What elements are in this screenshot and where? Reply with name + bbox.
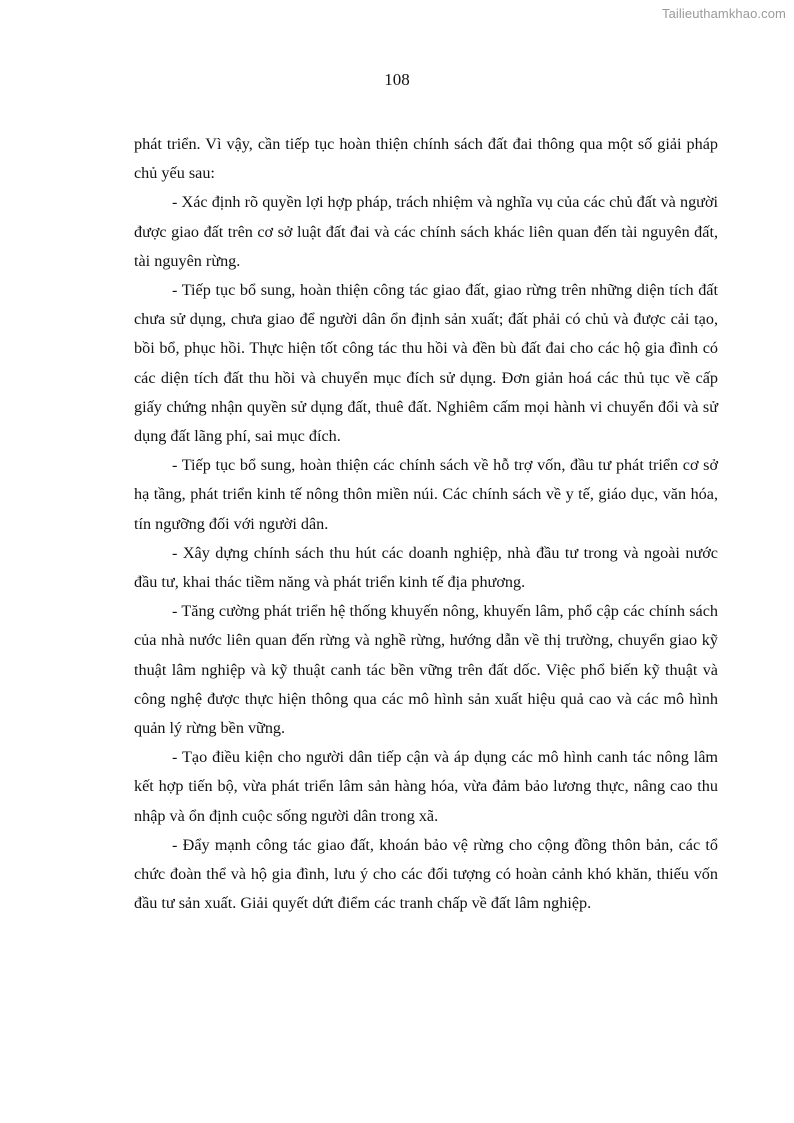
paragraph-land-allocation: - Tiếp tục bổ sung, hoàn thiện công tác giao đất, giao rừng trên những diện tích đất chưa sử dụng, chưa giao để người dân ổn định sản xuất; đất phải có chủ và được cải tạo, bồi bổ, phục hồi. Thực hiện tốt công tác thu hồi và đền bù đất đai cho các hộ gia đình có các diện tích đất thu hồi và chuyển mục đích sử dụng. Đơn giản hoá các thủ tục về cấp giấy chứng nhận quyền sử dụng đất, thuê đất. Nghiêm cấm mọi hành vi chuyển đổi và sử dụng đất lãng phí, sai mục đích. [134,281,718,446]
paragraph-forest-protection: - Đẩy mạnh công tác giao đất, khoán bảo vệ rừng cho cộng đồng thôn bản, các tổ chức đoàn thể và hộ gia đình, lưu ý cho các đối tượng có hoàn cảnh khó khăn, thiếu vốn đầu tư sản xuất. Giải quyết dứt điểm các tranh chấp về đất lâm nghiệp. [134,835,718,913]
paragraph-land-rights: - Xác định rõ quyền lợi hợp pháp, trách nhiệm và nghĩa vụ của các chủ đất và người được giao đất trên cơ sở luật đất đai và các chính sách khác liên quan đến tài nguyên đất, tài nguyên rừng. [134,193,718,270]
paragraph-investment-attraction: - Xây dựng chính sách thu hút các doanh nghiệp, nhà đầu tư trong và ngoài nước đầu tư, khai thác tiềm năng và phát triển kinh tế địa phương. [134,543,718,592]
paragraph-intro-continuation: phát triển. Vì vậy, cần tiếp tục hoàn thiện chính sách đất đai thông qua một số giải pháp chủ yếu sau: [134,135,718,183]
document-body [134,130,718,918]
page-number: 108 [384,70,410,89]
watermark: Tailieuthamkhao.com [661,6,786,21]
paragraph-extension-services: - Tăng cường phát triển hệ thống khuyến nông, khuyến lâm, phổ cập các chính sách của nhà nước liên quan đến rừng và nghề rừng, hướng dẫn về thị trường, chuyển giao kỹ thuật lâm nghiệp và kỹ thuật canh tác bền vững trên đất dốc. Việc phổ biến kỹ thuật và công nghệ được thực hiện thông qua các mô hình sản xuất hiệu quả cao và các mô hình quản lý rừng bền vững. [134,602,718,738]
paragraph-agroforestry: - Tạo điều kiện cho người dân tiếp cận và áp dụng các mô hình canh tác nông lâm kết hợp tiến bộ, vừa phát triển lâm sản hàng hóa, vừa đảm bảo lương thực, nâng cao thu nhập và ổn định cuộc sống người dân trong xã. [134,748,718,825]
paragraph-capital-support: - Tiếp tục bổ sung, hoàn thiện các chính sách về hỗ trợ vốn, đầu tư phát triển cơ sở hạ tầng, phát triển kinh tế nông thôn miền núi. Các chính sách về y tế, giáo dục, văn hóa, tín ngưỡng đối với người dân. [134,456,718,533]
